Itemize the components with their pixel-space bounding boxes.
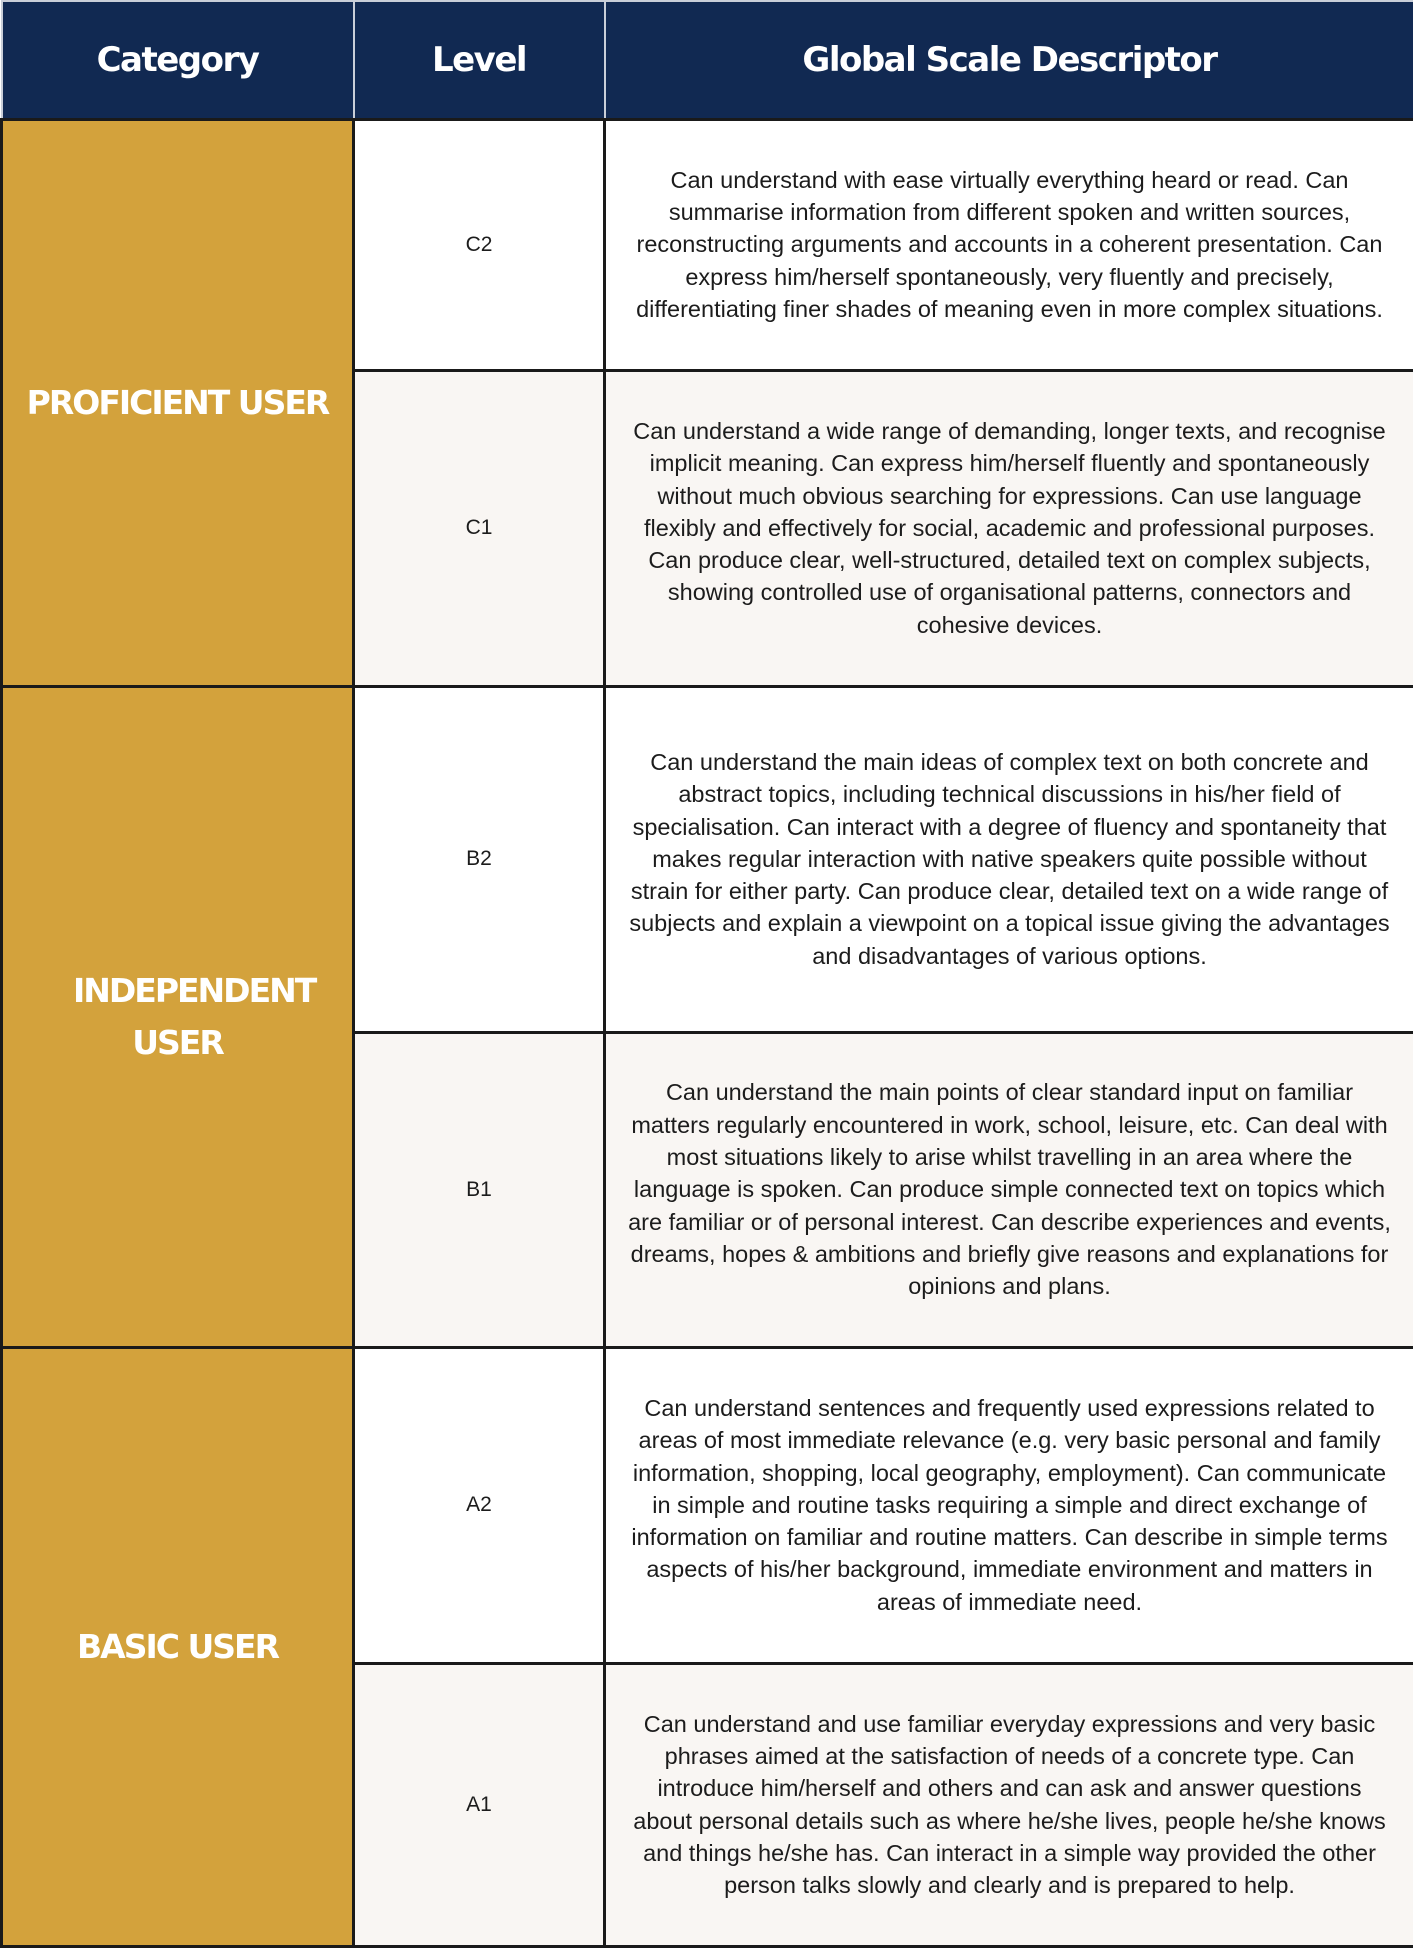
level-cell: B1 bbox=[354, 1032, 605, 1347]
descriptor-cell: Can understand and use familiar everyday expressions and very basic phrases aimed at the satisfaction of needs of a concrete type. Can introduce him/herself and others and can ask and answer questions about personal details such as where he/she lives, people he/she knows and things he/she has. Can interact in a simple way provided the other person talks slowly and clearly and is prepared to help. bbox=[605, 1663, 1413, 1946]
header-descriptor: Global Scale Descriptor bbox=[605, 1, 1413, 119]
descriptor-cell: Can understand with ease virtually everything heard or read. Can summarise information from different spoken and written sources, reconstructing arguments and accounts in a coherent presentation. Can express him/herself spontaneously, very fluently and precisely, differentiating finer shades of meaning even in more complex situations. bbox=[605, 119, 1413, 370]
category-independent-user: INDEPENDENT USER bbox=[2, 686, 354, 1347]
level-cell: B2 bbox=[354, 686, 605, 1032]
table-row bbox=[2, 1347, 1413, 1663]
descriptor-cell: Can understand sentences and frequently used expressions related to areas of most immediate relevance (e.g. very basic personal and family information, shopping, local geography, employment). Can communicate in simple and routine tasks requiring a simple and direct exchange of information on familiar and routine matters. Can describe in simple terms aspects of his/her background, immediate environment and matters in areas of immediate need. bbox=[605, 1347, 1413, 1663]
level-cell: C2 bbox=[354, 119, 605, 370]
level-cell: A2 bbox=[354, 1347, 605, 1663]
table-row bbox=[2, 686, 1413, 1032]
header-category: Category bbox=[2, 1, 354, 119]
descriptor-cell: Can understand the main points of clear standard input on familiar matters regularly encountered in work, school, leisure, etc. Can deal with most situations likely to arise whilst travelling in an area where the language is spoken. Can produce simple connected text on topics which are familiar or of personal interest. Can describe experiences and events, dreams, hopes & ambitions and briefly give reasons and explanations for opinions and plans. bbox=[605, 1032, 1413, 1347]
header-level: Level bbox=[354, 1, 605, 119]
descriptor-cell: Can understand the main ideas of complex text on both concrete and abstract topics, including technical discussions in his/her field of specialisation. Can interact with a degree of fluency and spontaneity that makes regular interaction with native speakers quite possible without strain for either party. Can produce clear, detailed text on a wide range of subjects and explain a viewpoint on a topical issue giving the advantages and disadvantages of various options. bbox=[605, 686, 1413, 1032]
descriptor-cell: Can understand a wide range of demanding, longer texts, and recognise implicit meaning. Can express him/herself fluently and spontaneously without much obvious searching for expressions. Can use language flexibly and effectively for social, academic and professional purposes. Can produce clear, well-structured, detailed text on complex subjects, showing controlled use of organisational patterns, connectors and cohesive devices. bbox=[605, 370, 1413, 686]
level-cell: A1 bbox=[354, 1663, 605, 1946]
header-row bbox=[2, 1, 1413, 119]
table-row bbox=[2, 119, 1413, 370]
category-basic-user: BASIC USER bbox=[2, 1347, 354, 1946]
category-proficient-user: PROFICIENT USER bbox=[2, 119, 354, 686]
level-cell: C1 bbox=[354, 370, 605, 686]
